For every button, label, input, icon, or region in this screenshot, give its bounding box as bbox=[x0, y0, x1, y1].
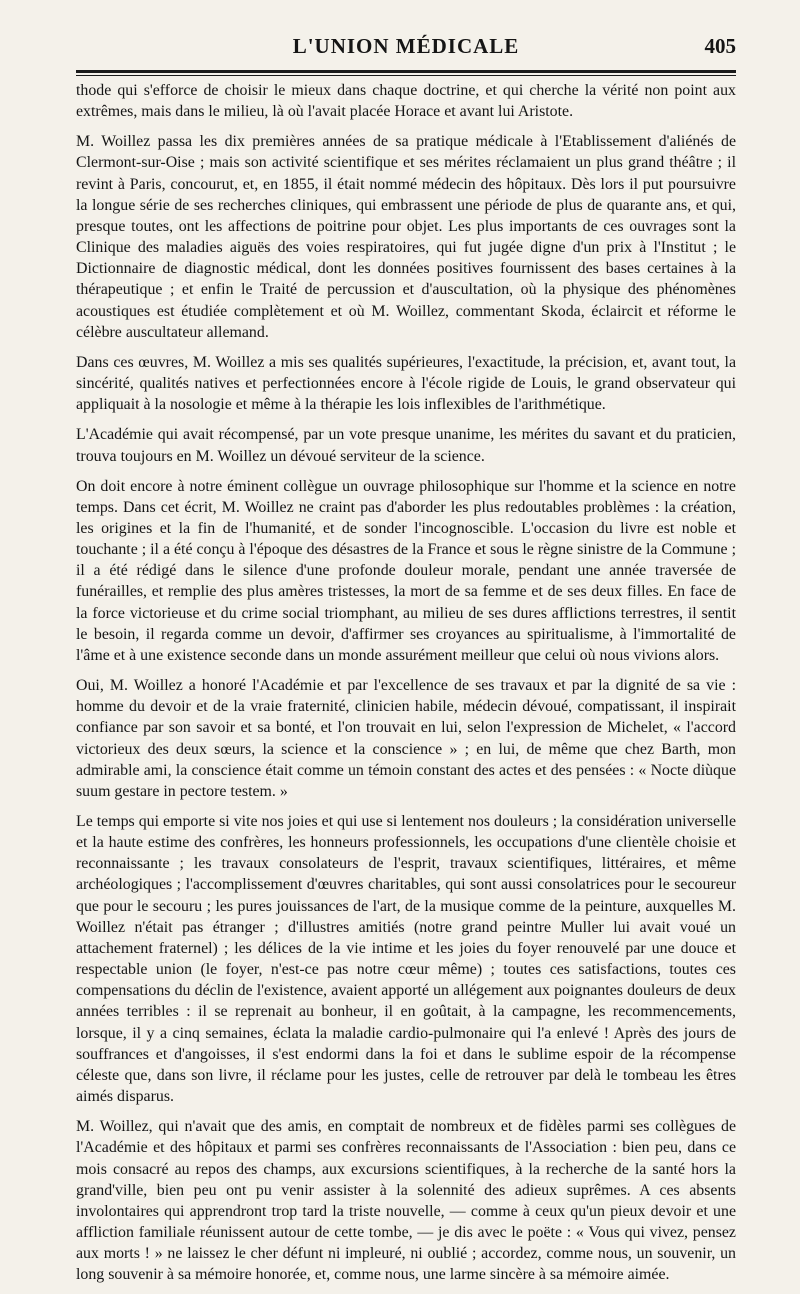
paragraph-6: Oui, M. Woillez a honoré l'Académie et par l'excellence de ses travaux et par la dignité de sa vie : homme du devoir et de la vraie fraternité, clinicien habile, médecin dévoué, compatissant, il inspirait confiance par son savoir et sa bonté, et l'on trouvait en lui, selon l'expression de Michelet, « l'accord victorieux des deux sœurs, la science et la conscience » ; en lui, de même que chez Barth, mon admirable ami, la conscience était comme un témoin constant des actes et des pensées : « Nocte diùque suum gestare in pectore testem. » bbox=[76, 677, 736, 800]
paragraph-4: L'Académie qui avait récompensé, par un vote presque unanime, les mérites du savant et du praticien, trouva toujours en M. Woillez un dévoué serviteur de la science. bbox=[76, 426, 736, 465]
paragraph-3: Dans ces œuvres, M. Woillez a mis ses qualités supérieures, l'exactitude, la précision, et, avant tout, la sincérité, qualités natives et perfectionnées encore à l'école rigide de Louis, le grand observateur qui appliquait à la nosologie et même à la thérapie les lois inflexibles de l'arithmétique. bbox=[76, 353, 736, 414]
paragraph-7: Le temps qui emporte si vite nos joies et qui use si lentement nos douleurs ; la considération universelle et la haute estime des confrères, les honneurs professionnels, les occupations d'une clientèle choisie et reconnaissante ; les travaux consolateurs de l'esprit, travaux scientifiques, littéraires, et même archéologiques ; l'accomplissement d'œuvres charitables, qui sont aussi consolatrices pour le secoureur que pour le secouru ; les pures jouissances de l'art, de la musique comme de la peinture, auxquelles M. Woillez n'était pas étranger ; d'illustres amitiés (notre grand peintre Muller lui avait voué un attachement fraternel) ; les délices de la vie intime et les joies du foyer renouvelé par une douce et respectable union (le foyer, n'est-ce pas notre cœur même) ; toutes ces satisfactions, toutes ces compensations du déclin de l'existence, avaient apporté un allégement aux poignantes douleurs de deux années terribles : il se reprenait au bonheur, il en goûtait, à la campagne, les recommencements, lorsque, il y a cinq semaines, éclata la maladie cardio-pulmonaire qui l'a enlevé ! Après des jours de souffrances et d'angoisses, il s'est endormi dans la foi et dans le sublime espoir de la récompense céleste que, dans son livre, il réclame pour les justes, celle de retrouver par delà le tombeau les êtres aimés disparus. bbox=[76, 813, 736, 1106]
paragraph-2: M. Woillez passa les dix premières années de sa pratique médicale à l'Etablissement d'aliénés de Clermont-sur-Oise ; mais son activité scientifique et ses mérites réclamaient un plus grand théâtre ; il revint à Paris, concourut, et, en 1855, il était nommé médecin des hôpitaux. Dès lors il put poursuivre la longue série de ses recherches cliniques, qui embrassent une période de plus de quarante ans, et qui, presque toutes, ont les affections de poitrine pour objet. Les plus importants de ces ouvrages sont la Clinique des maladies aiguës des voies respiratoires, qui fut jugée digne d'un prix à l'Institut ; le Dictionnaire de diagnostic médical, dont les données positives fournissent des bases certaines à la thérapeutique ; et enfin le Traité de percussion et d'auscultation, où la physique des phénomènes acoustiques est étudiée complètement et où M. Woillez, commentant Skoda, éclaircit et réforme le célèbre auscultateur allemand. bbox=[76, 133, 736, 341]
page-header bbox=[76, 34, 736, 68]
journal-title: L'UNION MÉDICALE bbox=[292, 34, 520, 58]
paragraph-5: On doit encore à notre éminent collègue un ouvrage philosophique sur l'homme et la science en notre temps. Dans cet écrit, M. Woillez ne craint pas d'aborder les plus redoutables problèmes : la création, les origines et la fin de l'humanité, et de sonder l'incognoscible. L'occasion du livre est noble et touchante ; il a été conçu à l'époque des désastres de la France et sous le règne sinistre de la Commune ; il a été rédigé dans le silence d'une profonde douleur morale, pendant une année traversée de funérailles, et remplie des plus amères tristesses, la mort de sa femme et de ses deux filles. En face de la force victorieuse et du crime social triomphant, au milieu de ses dures afflictions terrestres, il sentit le besoin, il regarda comme un devoir, d'affirmer ses croyances au spiritualisme, à l'immortalité de l'âme et à une existence seconde dans un monde assurément meilleur que celui où nous vivions alors. bbox=[76, 477, 736, 664]
header-rule-thick bbox=[76, 70, 736, 73]
page-number: 405 bbox=[704, 34, 736, 58]
header-rule-thin bbox=[76, 75, 736, 76]
paragraph-1: thode qui s'efforce de choisir le mieux dans chaque doctrine, et qui cherche la vérité non point aux extrêmes, mais dans le milieu, là où l'avait placée Horace et avant lui Aristote. bbox=[76, 82, 736, 121]
paragraph-8: M. Woillez, qui n'avait que des amis, en comptait de nombreux et de fidèles parmi ses collègues de l'Académie et des hôpitaux et parmi ses confrères reconnaissants de l'Association : bien peu, dans ce mois consacré au repos des champs, aux excursions scientifiques, à la recherche de la santé hors la grand'ville, bien peu ont pu venir assister à la solennité des adieux suprêmes. A ces absents involontaires qui apprendront trop tard la triste nouvelle, — comme à ceux qu'un pieux devoir et une affliction familiale réunissent autour de cette tombe, — je dis avec le poëte : « Vous qui vivez, pensez aux morts ! » ne laissez le cher défunt ni impleuré, ni oublié ; accordez, comme nous, un souvenir, un long souvenir à sa mémoire honorée, et, comme nous, une larme sincère à sa mémoire aimée. bbox=[76, 1118, 736, 1284]
article-body bbox=[76, 80, 736, 1294]
